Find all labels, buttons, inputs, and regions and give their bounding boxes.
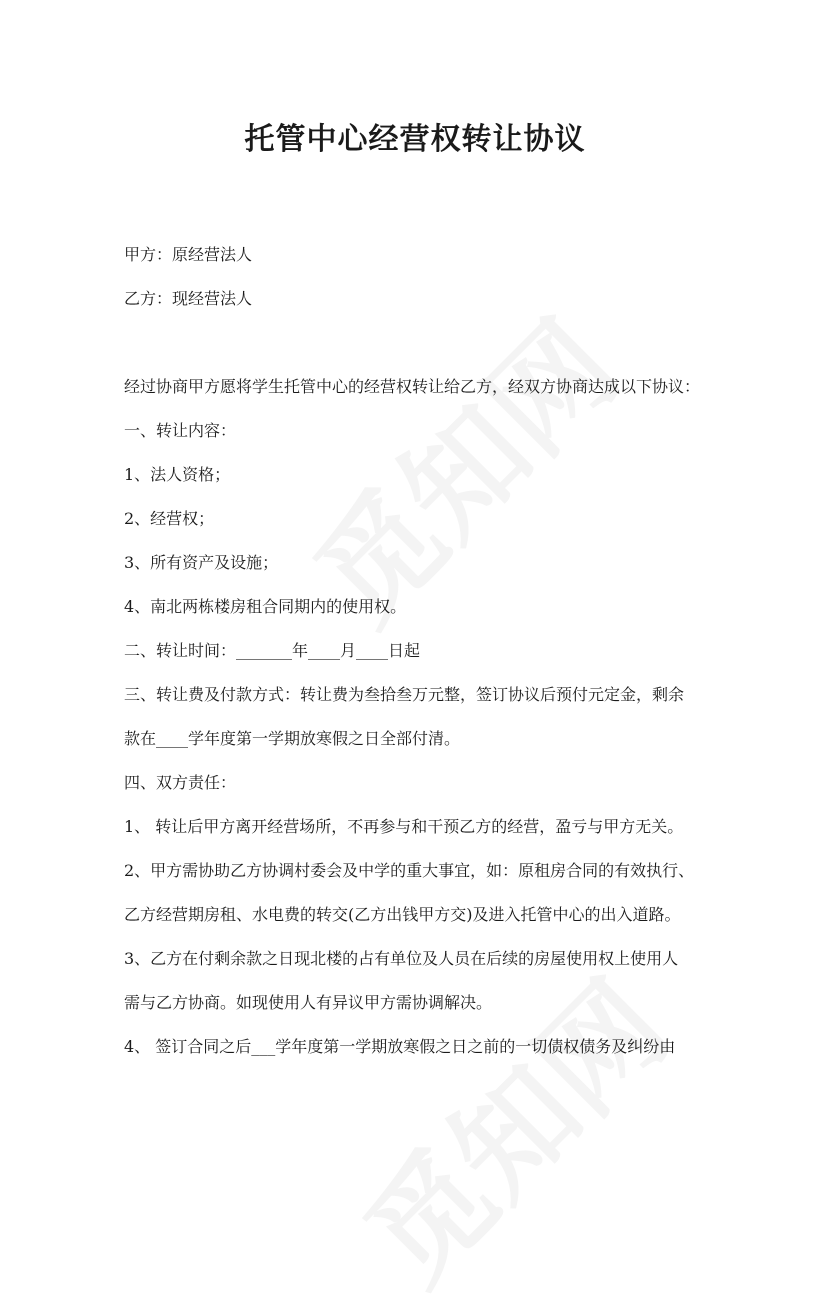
section-4-item-4-line-1: 4、 签订合同之后___学年度第一学期放寒假之日之前的一切债权债务及纠纷由: [124, 1037, 676, 1056]
section-4-item-3-line-1: 3、乙方在付剩余款之日现北楼的占有单位及人员在后续的房屋使用权上使用人: [124, 949, 679, 968]
party-a-line: 甲方：原经营法人: [124, 245, 253, 264]
section-1-item-4: 4、南北两栋楼房租合同期内的使用权。: [124, 597, 407, 616]
section-4-item-2-line-2: 乙方经营期房租、水电费的转交(乙方出钱甲方交)及进入托管中心的出入道路。: [124, 905, 681, 924]
section-4-item-3-line-2: 需与乙方协商。如现使用人有异议甲方需协调解决。: [124, 993, 493, 1012]
section-2-line: 二、转让时间：_______年____月____日起: [124, 641, 421, 660]
section-4-heading: 四、双方责任：: [124, 773, 237, 792]
document-title: 托管中心经营权转让协议: [244, 122, 586, 157]
section-1-heading: 一、转让内容：: [124, 421, 237, 440]
section-3-line-2: 款在____学年度第一学期放寒假之日全部付清。: [124, 729, 461, 748]
section-1-item-3: 3、所有资产及设施；: [124, 553, 279, 572]
section-4-item-2-line-1: 2、甲方需协助乙方协调村委会及中学的重大事宜，如：原租房合同的有效执行、: [124, 861, 695, 880]
section-3-line-1: 三、转让费及付款方式：转让费为叁拾叁万元整，签订协议后预付元定金，剩余: [124, 685, 685, 704]
preamble-line: 经过协商甲方愿将学生托管中心的经营权转让给乙方，经双方协商达成以下协议：: [124, 377, 701, 396]
party-b-line: 乙方：现经营法人: [124, 289, 253, 308]
section-4-item-1: 1、 转让后甲方离开经营场所，不再参与和干预乙方的经营，盈亏与甲方无关。: [124, 817, 684, 836]
section-1-item-2: 2、经营权；: [124, 509, 215, 528]
section-1-item-1: 1、法人资格；: [124, 465, 231, 484]
